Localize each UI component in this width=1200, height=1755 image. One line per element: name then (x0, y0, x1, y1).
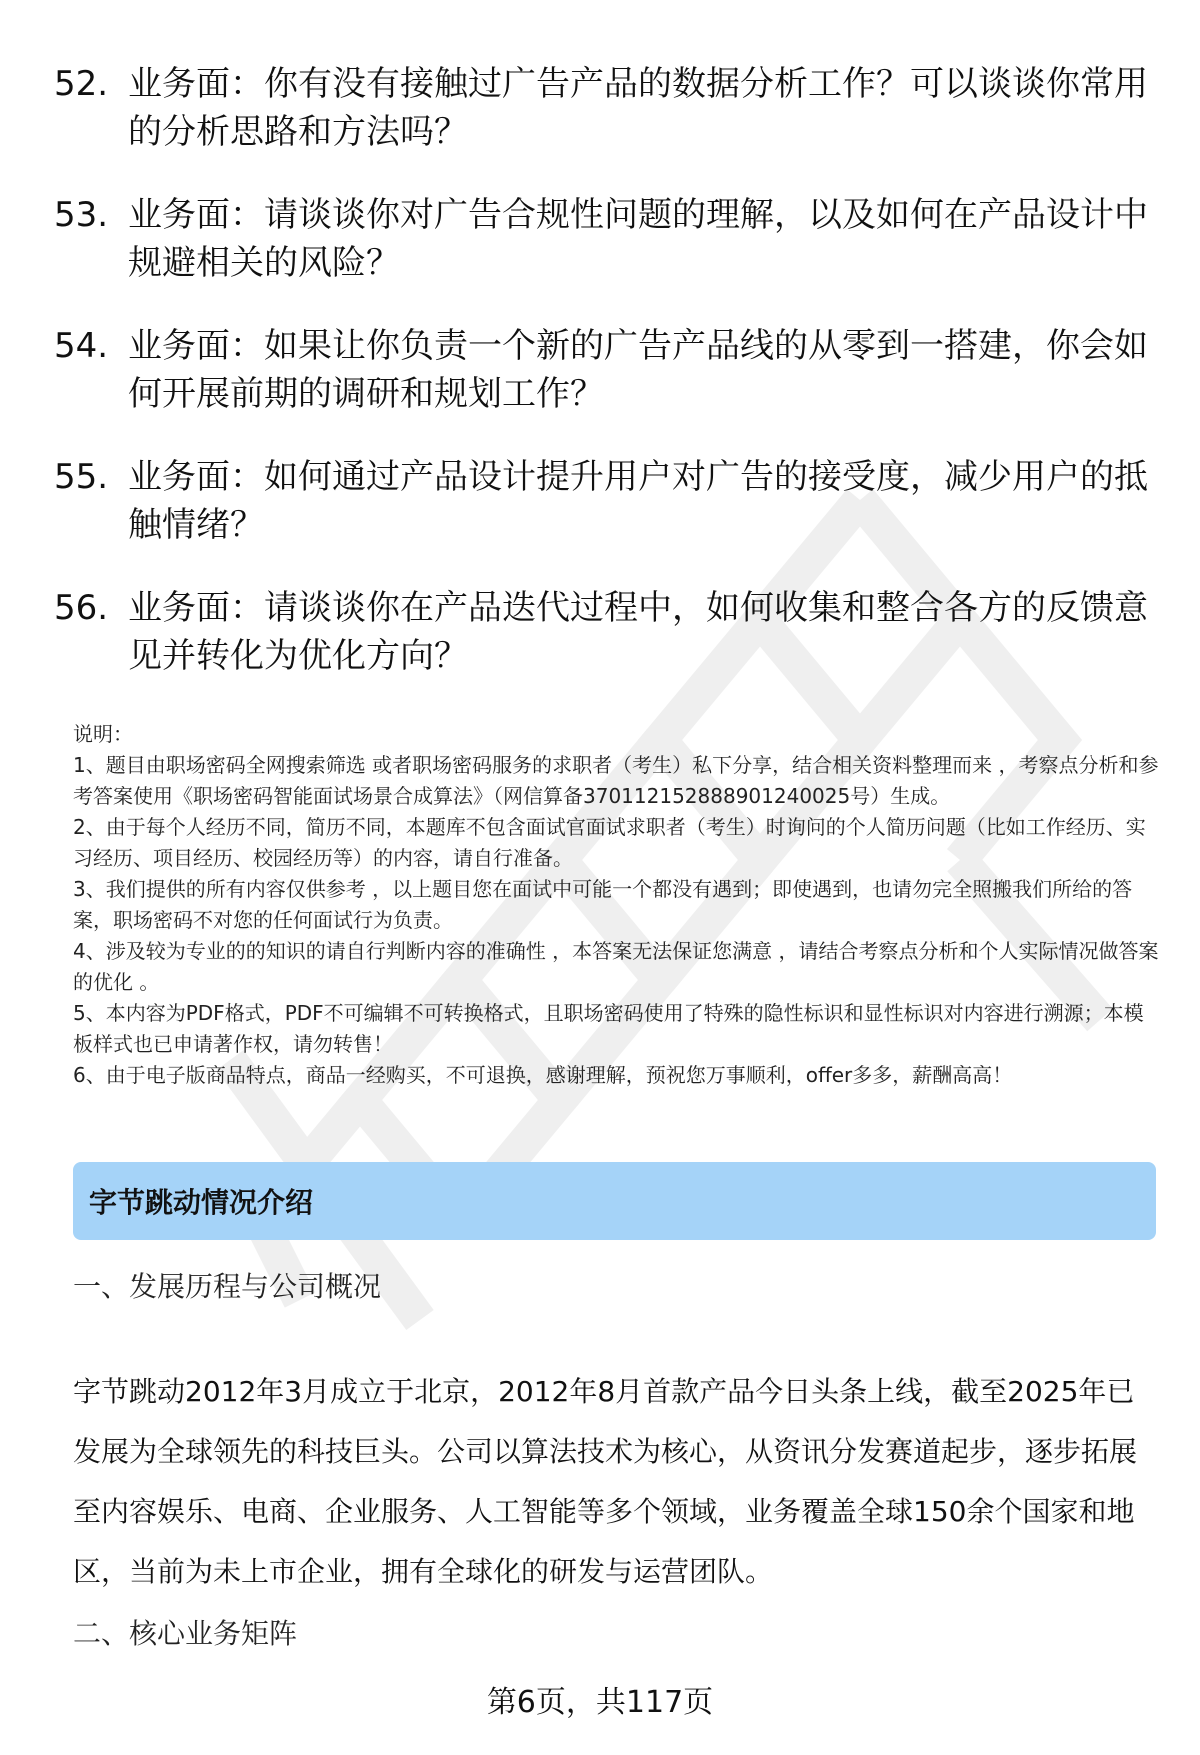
section-title: 字节跳动情况介绍 (89, 1186, 314, 1219)
subheading-history: 一、发展历程与公司概况 (73, 1270, 382, 1303)
question-item (54, 60, 1154, 156)
section-banner (73, 1162, 1156, 1240)
note-item: 5、本内容为PDF格式，PDF不可编辑不可转换格式，且职场密码使用了特殊的隐性标识和显性标识对内容进行溯源；本模板样式也已申请著作权，请勿转售！ (73, 1001, 1144, 1056)
note-item: 1、题目由职场密码全网搜索筛选 或者职场密码服务的求职者（考生）私下分享，结合相关资料整理而来 ，考察点分析和参考答案使用《职场密码智能面试场景合成算法》（网信算备370112152888901240025号）生成。 (73, 753, 1159, 808)
question-text: 业务面：如果让你负责一个新的广告产品线的从零到一搭建，你会如何开展前期的调研和规划工作？ (128, 326, 1148, 414)
question-list (54, 60, 1154, 715)
subheading-business: 二、核心业务矩阵 (73, 1617, 298, 1650)
question-text: 业务面：请谈谈你对广告合规性问题的理解，以及如何在产品设计中规避相关的风险？ (128, 195, 1148, 283)
note-item: 4、涉及较为专业的的知识的请自行判断内容的准确性 ，本答案无法保证您满意 ，请结合考察点分析和个人实际情况做答案的优化 。 (73, 939, 1159, 994)
notes-title: 说明： (73, 722, 133, 746)
note-item: 6、由于电子版商品特点，商品一经购买，不可退换，感谢理解，预祝您万事顺利，offer多多，薪酬高高！ (73, 1063, 1013, 1087)
note-item: 3、我们提供的所有内容仅供参考 ，以上题目您在面试中可能一个都没有遇到；即使遇到，也请勿完全照搬我们所给的答案，职场密码不对您的任何面试行为负责。 (73, 877, 1133, 932)
question-item (54, 584, 1154, 680)
question-text: 业务面：如何通过产品设计提升用户对广告的接受度，减少用户的抵触情绪？ (128, 457, 1148, 545)
question-text: 业务面：你有没有接触过广告产品的数据分析工作？可以谈谈你常用的分析思路和方法吗？ (128, 64, 1148, 152)
page-number: 第6页，共117页 (486, 1685, 714, 1720)
question-item (54, 453, 1154, 549)
question-item (54, 191, 1154, 287)
question-number: 53. (54, 195, 109, 235)
question-item (54, 322, 1154, 418)
question-number: 55. (54, 457, 109, 497)
question-number: 52. (54, 64, 109, 104)
note-item: 2、由于每个人经历不同，简历不同，本题库不包含面试官面试求职者（考生）时询问的个人简历问题（比如工作经历、实习经历、项目经历、校园经历等）的内容，请自行准备。 (73, 815, 1146, 870)
notes-section (73, 719, 1163, 1091)
question-number: 56. (54, 588, 109, 628)
question-number: 54. (54, 326, 109, 366)
company-overview-paragraph: 字节跳动2012年3月成立于北京，2012年8月首款产品今日头条上线，截至2025年已发展为全球领先的科技巨头。公司以算法技术为核心，从资讯分发赛道起步，逐步拓展至内容娱乐、电商、企业服务、人工智能等多个领域，业务覆盖全球150余个国家和地区，当前为未上市企业，拥有全球化的研发与运营团队。 (73, 1375, 1138, 1588)
question-text: 业务面：请谈谈你在产品迭代过程中，如何收集和整合各方的反馈意见并转化为优化方向？ (128, 588, 1148, 676)
